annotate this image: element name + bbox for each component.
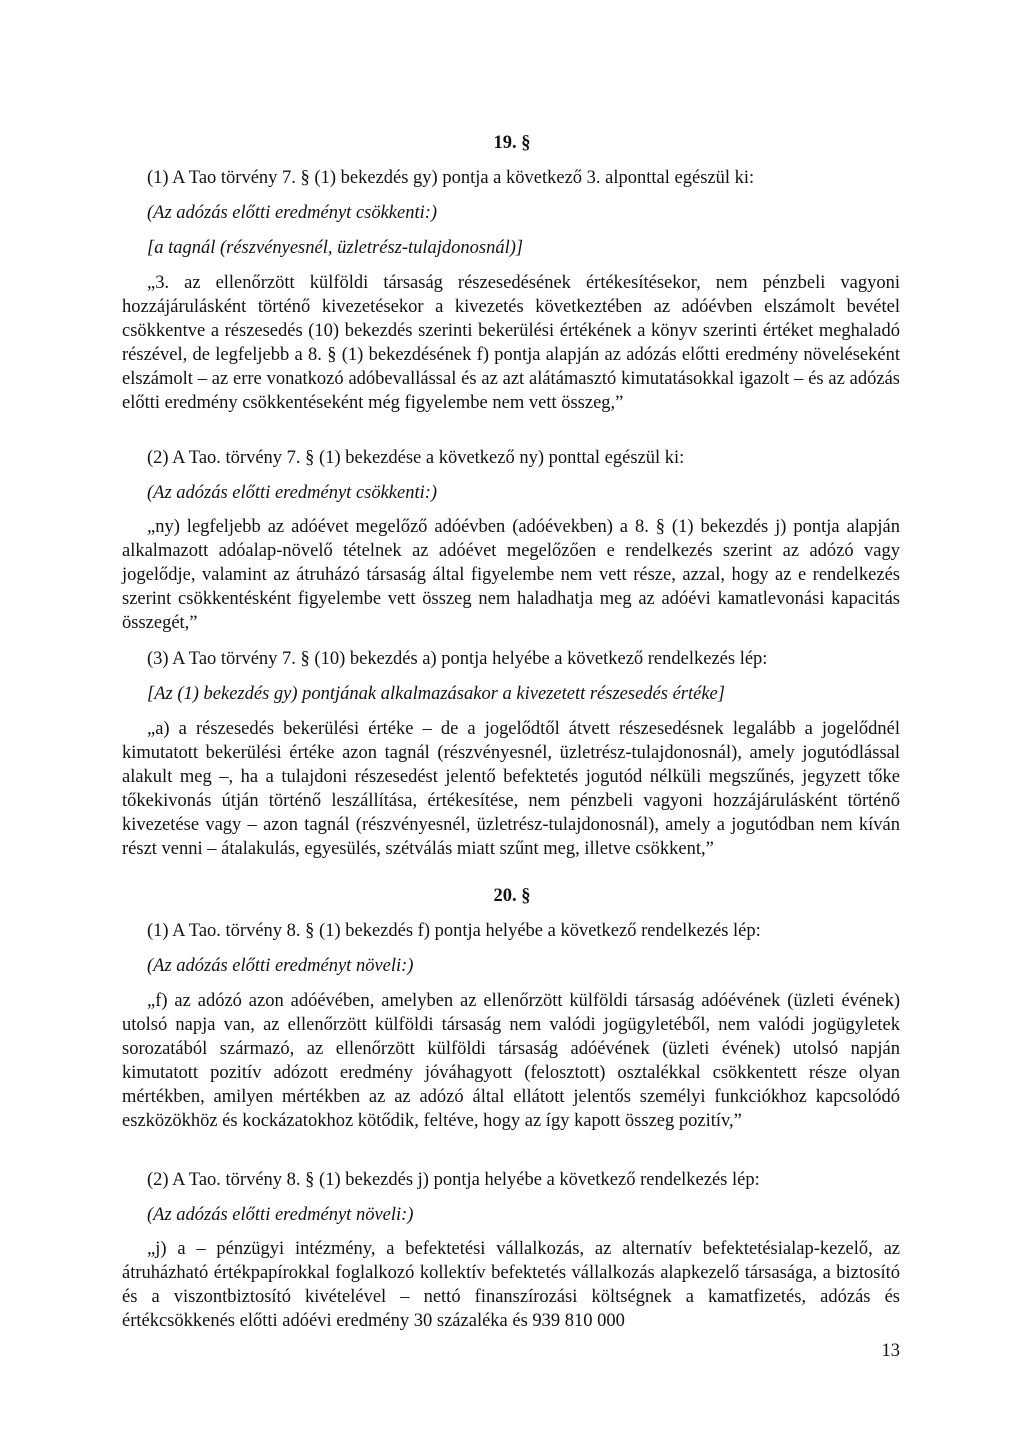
- s19-paragraph-1-intro: (Az adózás előtti eredményt csökkenti:): [147, 203, 438, 223]
- s19-paragraph-1-quote: „3. az ellenőrzött külföldi társaság részesedésének értékesítésekor, nem pénzbeli vagyoni hozzájárulásként történő kivezetésekor a kivezetés következtében az adóévben elszámolt bevétel csökkentve a részesedés (10) bekezdés szerinti bekerülési értékének a könyv szerinti értéket meghaladó részével, de legfeljebb a 8. § (1) bekezdésének f) pontja alapján az adózás előtti eredmény növeléseként elszámolt – az erre vonatkozó adóbevallással és az azt alátámasztó kimutatásokkal igazolt – és az adózás előtti eredmény csökkentéseként még figyelembe nem vett összeg,”: [122, 273, 900, 413]
- section-19-heading: 19. §: [493, 133, 531, 153]
- s20-paragraph-1: (1) A Tao. törvény 8. § (1) bekezdés f) pontja helyébe a következő rendelkezés lép:: [147, 921, 761, 941]
- s19-paragraph-1-bracket: [a tagnál (részvényesnél, üzletrész-tulajdonosnál)]: [147, 238, 524, 258]
- s20-paragraph-2-quote: „j) a – pénzügyi intézmény, a befektetési vállalkozás, az alternatív befektetésialap-kezelő, az átruházható értékpapírokkal foglalkozó kollektív befektetés vállalkozás alapkezelő társasága, a biztosító és a viszontbiztosító kivételével – nettó finanszírozási költségnek a kamatfizetés, adózás és értékcsökkenés előtti adóévi eredmény 30 százaléka és 939 810 000: [122, 1239, 900, 1331]
- s20-paragraph-1-intro: (Az adózás előtti eredményt növeli:): [147, 956, 414, 976]
- s19-paragraph-3-bracket: [Az (1) bekezdés gy) pontjának alkalmazásakor a kivezetett részesedés értéke]: [147, 684, 725, 704]
- s19-paragraph-1: (1) A Tao törvény 7. § (1) bekezdés gy) pontja a következő 3. alponttal egészül ki:: [147, 168, 755, 188]
- s20-paragraph-1-quote: „f) az adózó azon adóévében, amelyben az ellenőrzött külföldi társaság adóévének (üzleti évének) utolsó napja van, az ellenőrzött külföldi társaság nem valódi jogügyletéből, nem valódi jogügyletek sorozatából származó, az ellenőrzött külföldi társaság adóévének (üzleti évének) utolsó napján kimutatott pozitív adózott eredmény jóváhagyott (felosztott) osztalékkal csökkentett része olyan mértékben, amilyen mértékben az az adózó által ellátott jelentős személyi funkciókhoz kapcsolódó eszközökhöz és kockázatokhoz kötődik, feltéve, hogy az így kapott összeg pozitív,”: [122, 991, 900, 1131]
- s19-paragraph-3-quote: „a) a részesedés bekerülési értéke – de a jogelődtől átvett részesedésnek legalább a jogelődnél kimutatott bekerülési értéke azon tagnál (részvényesnél, üzletrész-tulajdonosnál), amely jogutódlással alakult meg –, ha a tulajdoni részesedést jelentő befektetés jogutód nélküli megszűnés, jegyzett tőke tőkekivonás útján történő leszállítása, értékesítése, nem pénzbeli vagyoni hozzájárulásként történő kivezetése vagy – azon tagnál (részvényesnél, üzletrész-tulajdonosnál), amely a jogutódban nem kíván részt venni – átalakulás, egyesülés, szétválás miatt szűnt meg, illetve csökkent,”: [122, 719, 900, 859]
- s20-paragraph-2-intro: (Az adózás előtti eredményt növeli:): [147, 1205, 414, 1225]
- section-20-heading: 20. §: [493, 886, 531, 906]
- s20-paragraph-2: (2) A Tao. törvény 8. § (1) bekezdés j) pontja helyébe a következő rendelkezés lép:: [147, 1170, 760, 1190]
- s19-paragraph-2-quote: „ny) legfeljebb az adóévet megelőző adóévben (adóévekben) a 8. § (1) bekezdés j) pontja alapján alkalmazott adóalap-növelő tételnek az adóévet megelőzően e rendelkezés szerint az adózó vagy jogelődje, valamint az átruházó társaság által figyelembe nem vett része, azzal, hogy az e rendelkezés szerint csökkentésként figyelembe vett összeg nem haladhatja meg az adóévi kamatlevonási kapacitás összegét,”: [122, 517, 900, 633]
- s19-paragraph-2: (2) A Tao. törvény 7. § (1) bekezdése a következő ny) ponttal egészül ki:: [147, 448, 685, 468]
- s19-paragraph-3: (3) A Tao törvény 7. § (10) bekezdés a) pontja helyébe a következő rendelkezés lép:: [147, 649, 768, 669]
- page-number: 13: [881, 1341, 900, 1361]
- s19-paragraph-2-intro: (Az adózás előtti eredményt csökkenti:): [147, 483, 438, 503]
